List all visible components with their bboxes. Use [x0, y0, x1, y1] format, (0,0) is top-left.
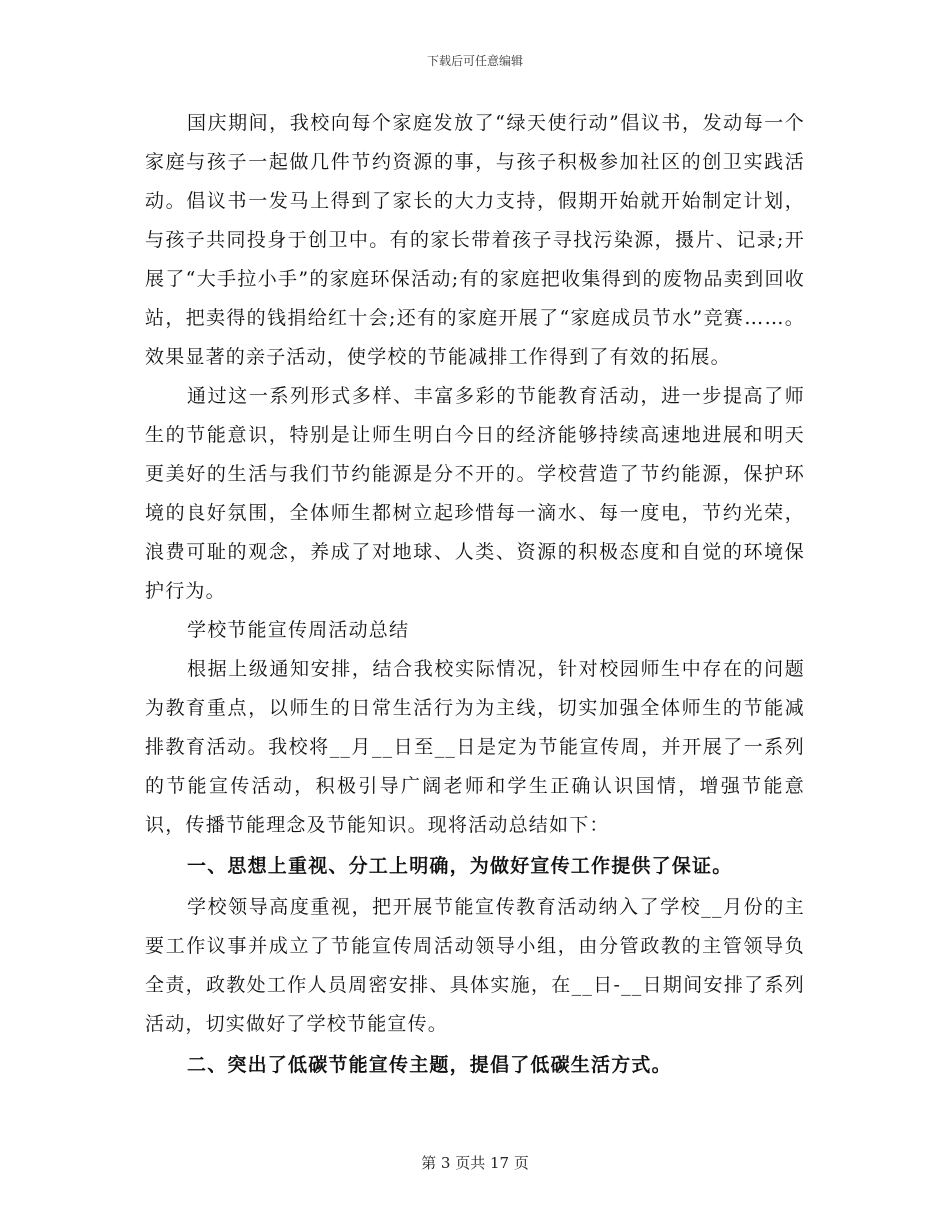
page-footer: 第 3 页共 17 页: [421, 1154, 529, 1172]
section-title: 学校节能宣传周活动总结: [187, 619, 410, 641]
document-body: [145, 104, 805, 1087]
paragraph-3: 根据上级通知安排，结合我校实际情况，针对校园师生中存在的问题为教育重点，以师生的日常生活行为为主线，切实加强全体师生的节能减排教育活动。我校将__月__日至__日是定为节能宣传周，并开展了一系列的节能宣传活动，积极引导广阔老师和学生正确认识国情，增强节能意识，传播节能理念及节能知识。现将活动总结如下：: [145, 658, 805, 836]
heading-2: 二、突出了低碳节能宣传主题，提倡了低碳生活方式。: [187, 1054, 672, 1076]
paragraph-4: 学校领导高度重视，把开展节能宣传教育活动纳入了学校__月份的主要工作议事并成立了节能宣传周活动领导小组，由分管政教的主管领导负全责，政教处工作人员周密安排、具体实施，在__日-__日期间安排了系列活动，切实做好了学校节能宣传。: [145, 896, 805, 1035]
page-header: 下载后可任意编辑: [426, 54, 523, 68]
paragraph-1: 国庆期间，我校向每个家庭发放了“绿天使行动”倡议书，发动每一个家庭与孩子一起做几件节约资源的事，与孩子积极参加社区的创卫实践活动。倡议书一发马上得到了家长的大力支持，假期开始就开始制定计划，与孩子共同投身于创卫中。有的家长带着孩子寻找污染源，摄片、记录;开展了“大手拉小手”的家庭环保活动;有的家庭把收集得到的废物品卖到回收站，把卖得的钱捐给红十会;还有的家庭开展了“家庭成员节水”竞赛……。效果显著的亲子活动，使学校的节能减排工作得到了有效的拓展。: [145, 112, 805, 368]
paragraph-2: 通过这一系列形式多样、丰富多彩的节能教育活动，进一步提高了师生的节能意识，特别是让师生明白今日的经济能够持续高速地进展和明天更美好的生活与我们节约能源是分不开的。学校营造了节约能源，保护环境的良好氛围，全体师生都树立起珍惜每一滴水、每一度电，节约光荣，浪费可耻的观念，养成了对地球、人类、资源的积极态度和自觉的环境保护行为。: [145, 385, 805, 602]
heading-1: 一、思想上重视、分工上明确，为做好宣传工作提供了保证。: [187, 855, 733, 877]
